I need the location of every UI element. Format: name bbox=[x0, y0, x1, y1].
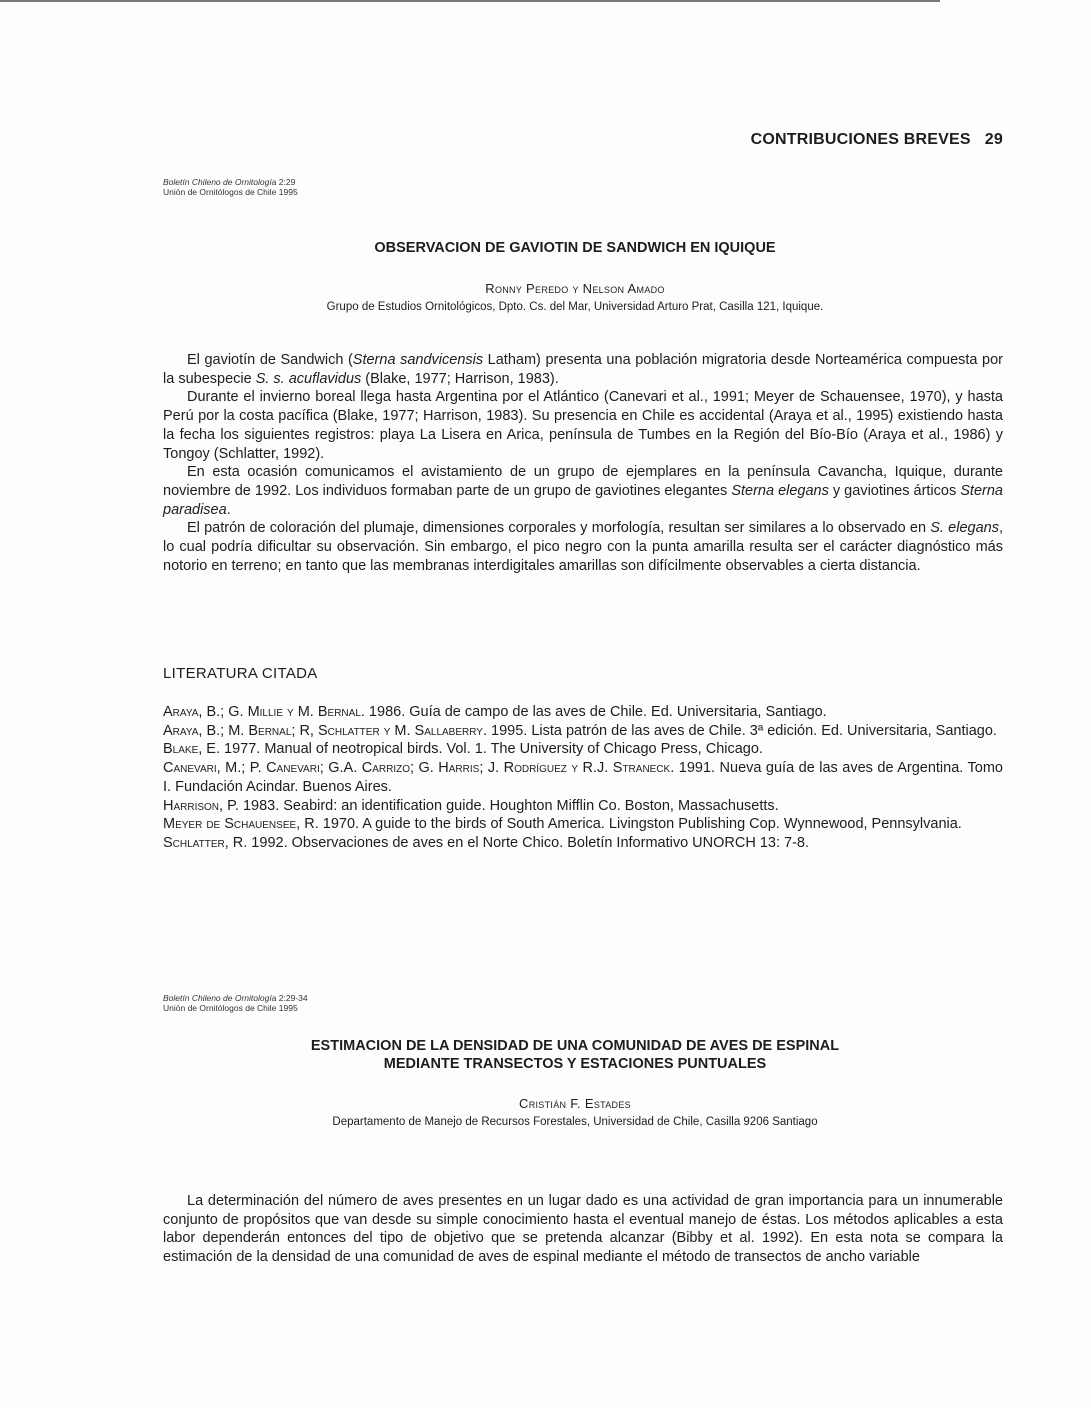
reference-authors: Araya, B.; G. Millie y M. Bernal. bbox=[163, 704, 365, 720]
reference-item: Araya, B.; G. Millie y M. Bernal. 1986. Guía de campo de las aves de Chile. Ed. Universitaria, Santiago. bbox=[163, 704, 827, 720]
reference-item: Canevari, M.; P. Canevari; G.A. Carrizo; G. Harris; J. Rodríguez y R.J. Straneck. 1991. Nueva guía de las aves de Argentina. Tomo I. Fundación Acindar. Buenos Aires. bbox=[163, 760, 1003, 795]
journal-issue: 2:29 bbox=[278, 177, 296, 187]
italic-text: Sterna sandvicensis bbox=[352, 352, 484, 368]
journal-publisher: Unión de Ornitólogos de Chile 1995 bbox=[163, 187, 298, 197]
top-rule bbox=[0, 0, 940, 2]
article-title bbox=[150, 1037, 1000, 1073]
article-affiliation: Departamento de Manejo de Recursos Forestales, Universidad de Chile, Casilla 9206 Santiago bbox=[332, 1116, 818, 1128]
journal-reference bbox=[163, 993, 308, 1013]
journal-name: Boletín Chileno de Ornitología bbox=[163, 177, 277, 187]
running-head-section: CONTRIBUCIONES BREVES bbox=[750, 131, 971, 148]
italic-text: S. elegans bbox=[930, 520, 999, 537]
reference-authors: Araya, B.; M. Bernal; R, Schlatter y M. Sallaberry. bbox=[163, 722, 487, 739]
article-body bbox=[163, 1192, 1003, 1267]
journal-name: Boletín Chileno de Ornitología bbox=[163, 993, 277, 1003]
page-number: 29 bbox=[984, 131, 1003, 148]
paragraph: La determinación del número de aves presentes en un lugar dado es una actividad de gran importancia para un innumerable conjunto de propósitos que van desde su simple conocimiento hasta el eventual manejo de éstas. Los métodos aplicables a esta labor dependerán entonces del tipo de objetivo que se pretenda alcanzar (Bibby et al. 1992). En esta nota se compara la estimación de la densidad de una comunidad de aves de espinal mediante el método de transectos de ancho variable bbox=[163, 1193, 1003, 1266]
paragraph: En esta ocasión comunicamos el avistamiento de un grupo de ejemplares en la península Cavancha, Iquique, durante noviembre de 1992. Los individuos formaban parte de un grupo de gaviotines elegantes Sterna elegans y gaviotines árticos Sterna paradisea. bbox=[163, 464, 1003, 518]
paragraph: Durante el invierno boreal llega hasta Argentina por el Atlántico (Canevari et al., 1991; Meyer de Schauensee, 1970), y hasta Perú por la costa pacífica (Blake, 1977; Harrison, 1983). Su presencia en Chile es accidental (Araya et al., 1995) existiendo hasta la fecha los siguientes registros: playa La Lisera en Arica, península de Tumbes en la Región del Bío-Bío (Araya et al., 1986) y Tongoy (Schlatter, 1992). bbox=[163, 389, 1003, 462]
italic-text: Sterna paradisea bbox=[163, 482, 1003, 518]
reference-item: Schlatter, R. 1992. Observaciones de aves en el Norte Chico. Boletín Informativo UNORCH 13: 7-8. bbox=[163, 834, 810, 851]
reference-authors: Blake, E. bbox=[163, 741, 220, 758]
reference-item: Araya, B.; M. Bernal; R, Schlatter y M. Sallaberry. 1995. Lista patrón de las aves de Chile. 3ª edición. Ed. Universitaria, Santiago. bbox=[163, 722, 997, 739]
article-affiliation: Grupo de Estudios Ornitológicos, Dpto. Cs. del Mar, Universidad Arturo Prat, Casilla 121, Iquique. bbox=[326, 301, 824, 313]
reference-item: Meyer de Schauensee, R. 1970. A guide to the birds of South America. Livingston Publishing Cop. Wynnewood, Pennsylvania. bbox=[163, 816, 962, 833]
reference-authors: Meyer de Schauensee, R. bbox=[163, 816, 319, 833]
article-title-line: MEDIANTE TRANSECTOS Y ESTACIONES PUNTUALES bbox=[383, 1056, 767, 1072]
paragraph: El gaviotín de Sandwich (Sterna sandvicensis Latham) presenta una población migratoria desde Norteamérica compuesta por la subespecie S. s. acuflavidus (Blake, 1977; Harrison, 1983). bbox=[163, 352, 1004, 387]
paragraph: El patrón de coloración del plumaje, dimensiones corporales y morfología, resultan ser similares a lo observado en S. elegans, lo cual podría dificultar su observación. Sin embargo, el pico negro con la punta amarilla resulta ser el carácter diagnóstico más notorio en terreno; en tanto que las membranas interdigitales amarillas son difícilmente observables a cierta distancia. bbox=[163, 520, 1003, 574]
article-body bbox=[163, 351, 1003, 575]
journal-publisher: Unión de Ornitólogos de Chile 1995 bbox=[163, 1003, 298, 1013]
reference-item: Blake, E. 1977. Manual of neotropical birds. Vol. 1. The University of Chicago Press, Chicago. bbox=[163, 741, 763, 758]
italic-text: S. s. acuflavidus bbox=[255, 370, 362, 387]
article-title-line: ESTIMACION DE LA DENSIDAD DE UNA COMUNIDAD DE AVES DE ESPINAL bbox=[310, 1038, 840, 1054]
literature-heading: LITERATURA CITADA bbox=[163, 665, 318, 682]
reference-authors: Schlatter, R. bbox=[163, 834, 248, 851]
article-authors: Cristián F. Estades bbox=[519, 1096, 631, 1111]
reference-authors: Canevari, M.; P. Canevari; G.A. Carrizo; G. Harris; J. Rodríguez y R.J. Straneck. bbox=[163, 760, 675, 777]
reference-list bbox=[163, 703, 1003, 853]
article-title: OBSERVACION DE GAVIOTIN DE SANDWICH EN IQUIQUE bbox=[374, 240, 776, 256]
journal-issue: 2:29-34 bbox=[278, 993, 308, 1003]
italic-text: Sterna elegans bbox=[731, 482, 829, 499]
article-authors: Ronny Peredo y Nelson Amado bbox=[485, 281, 665, 296]
running-head bbox=[751, 131, 1003, 149]
reference-authors: Harrison, P. bbox=[163, 797, 239, 814]
reference-item: Harrison, P. 1983. Seabird: an identification guide. Houghton Mifflin Co. Boston, Massachusetts. bbox=[163, 797, 779, 814]
journal-reference bbox=[163, 177, 298, 197]
